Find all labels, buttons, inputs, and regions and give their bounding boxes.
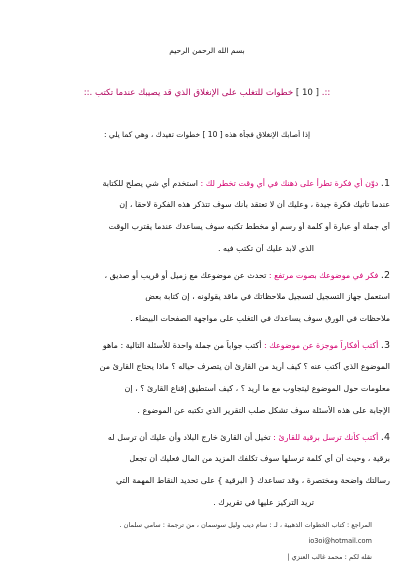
- step-2-line-2: استعمل جهاز التسجيل لتسجيل ملاحظاتك في ماقد يقولونه ، إن كتابة بعض: [145, 292, 390, 301]
- bismillah: بسم الله الرحمن الرحيم: [169, 46, 245, 55]
- title-text: خطوات للتغلب على الإنغلاق الذي قد يصيبك عندما تكتب: [95, 88, 294, 98]
- step-4-line-2: برقية ، وحيث أن أي كلمة ترسلها سوف تكلفك المزيد من المال فعليك أن تجعل: [129, 454, 390, 463]
- step-4-text-1: تخيل أن القارئ خارج البلاد وأن عليك أن ترسل له: [107, 433, 271, 442]
- step-4-heading: أكتب كأنك ترسل برقية للقارئ :: [273, 433, 379, 442]
- intro-text: إذا أصابك الإنغلاق فجأة هذه [ 10 ] خطوات تفيدك ، وهي كما يلي :: [103, 130, 311, 139]
- step-4-line-3: رسالتك واضحة ومختصرة ، وقد تساعدك { البرقية } على تحديد النقاط المهمة التي: [116, 476, 390, 485]
- title-suffix: .::: [83, 88, 93, 98]
- email-address: io3oi@hotmail.com: [308, 537, 372, 545]
- step-2-line-1: [24, 270, 390, 281]
- step-3-line-2: الموضوع الذي أكتب عنه ؟ كيف أريد من القارئ أن يتصرف حياله ؟ ماذا يحتاج القارئ من: [99, 362, 390, 371]
- title-prefix: ::.: [321, 88, 331, 98]
- step-4-line-1: [24, 432, 390, 443]
- step-1-line-2: عندما تأتيك فكرة جيدة ، وعليك أن لا تعتقد بأنك سوف تتذكر هذه الفكرة لاحقاً ، إن: [119, 200, 390, 209]
- reference-note: المراجع : كتاب الخطوات الذهبية ، لـ : سام ديب وليل سوسمان ، من ترجمة : سامي سلمان .: [119, 521, 372, 529]
- step-3-number: 3.: [380, 340, 390, 351]
- step-2-number: 2.: [380, 270, 390, 281]
- step-1-line-1: [24, 178, 390, 189]
- title-bracket-open: [: [315, 88, 319, 98]
- step-3-heading: أكتب أفكاراً موجزة عن موضوعك :: [263, 341, 379, 350]
- step-1-line-4: الذي لابد عليك أن تكتب فيه .: [217, 244, 314, 253]
- step-4-number: 4.: [380, 432, 390, 443]
- step-1-line-3: أي جملة أو عبارة أو كلمة أو رسم أو مخطط تكتبه سوف يساعدك عندما يقترب الوقت: [108, 222, 390, 231]
- step-2-heading: فكر في موضوعك بصوت مرتفع :: [268, 271, 379, 280]
- step-3-line-4: الإجابة على هذه الأسئلة سوف تشكل صلب التقرير الذي تكتبه عن الموضوع .: [137, 406, 390, 415]
- step-4-line-4: تريد التركيز عليها في تقريرك .: [213, 498, 314, 507]
- step-2-text-1: تحدث عن موضوعك مع زميل أو قريب أو صديق ،: [104, 271, 267, 280]
- step-1-heading: دوّن أي فكرة تطرأ على ذهنك في أي وقت تخطر لك :: [200, 179, 379, 188]
- step-1-number: 1.: [380, 178, 390, 189]
- step-1-text-1: استخدم أي شي يصلح للكتابة: [102, 179, 198, 188]
- page-title: [0, 88, 414, 98]
- step-3-text-1: أكتب جواباً من جملة واحدة للأسئلة التالية : ماهو: [102, 341, 262, 350]
- title-bracket-close: ]: [295, 88, 300, 98]
- step-3-line-3: معلومات حول الموضوع ليتجاوب مع ما أريد ؟ ، كيف أستطيق إقناع القارئ ؟ ، إن: [124, 384, 390, 393]
- step-3-line-1: [24, 340, 390, 351]
- title-number: 10: [301, 88, 313, 98]
- step-2-line-3: ملاحظات في الورق سوف يساعدك في التغلب على مواجهة الصفحات البيضاء .: [130, 314, 390, 323]
- credit-note: نقله لكم : محمد غالب العنزي |: [287, 553, 372, 561]
